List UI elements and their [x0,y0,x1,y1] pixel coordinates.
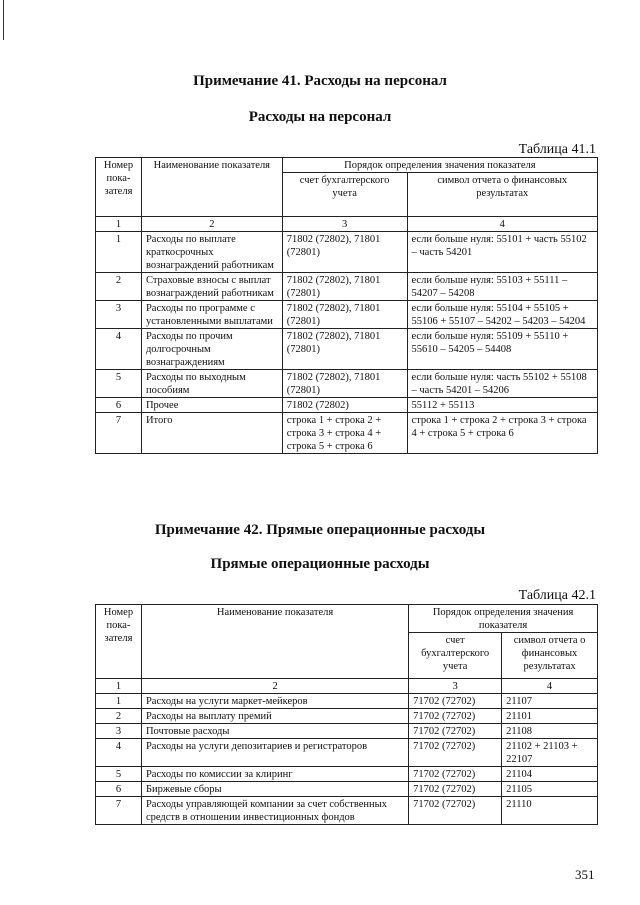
table-row [96,782,598,797]
row-symbol: 21105 [502,782,598,797]
header-account: счет бухгалтерского учета [409,633,502,679]
row-account: строка 1 + строка 2 + строка 3 + строка 4 + строка 5 + строка 6 [282,413,407,454]
row-name: Биржевые сборы [141,782,408,797]
row-num: 2 [96,709,142,724]
column-number-row [96,217,598,232]
page-edge-mark [3,0,4,40]
row-symbol: 55112 + 55113 [407,398,598,413]
colnum-cell: 4 [407,217,598,232]
row-num: 5 [96,370,142,398]
table-42 [95,604,598,825]
colnum-cell: 2 [141,679,408,694]
table-row [96,301,598,329]
row-name: Расходы по выходным пособиям [141,370,282,398]
table-row [96,694,598,709]
row-symbol: если больше нуля: 55101 + часть 55102 – часть 54201 [407,232,598,273]
row-num: 2 [96,273,142,301]
header-symbol: символ отчета о финансовых результатах [407,173,598,217]
row-symbol: 21108 [502,724,598,739]
row-account: 71802 (72802), 71801 (72801) [282,329,407,370]
row-symbol: если больше нуля: 55103 + 55111 – 54207 – 54208 [407,273,598,301]
note-42-subheading: Прямые операционные расходы [210,556,430,572]
row-account: 71802 (72802), 71801 (72801) [282,370,407,398]
row-num: 1 [96,232,142,273]
row-name: Расходы по программе с установленными выплатами [141,301,282,329]
row-name: Расходы по комиссии за клиринг [141,767,408,782]
row-name: Расходы на услуги депозитариев и регистраторов [141,739,408,767]
row-symbol: 21110 [502,797,598,825]
row-symbol: если больше нуля: часть 55102 + 55108 – часть 54201 – 54206 [407,370,598,398]
table-row [96,739,598,767]
row-account: 71802 (72802), 71801 (72801) [282,301,407,329]
table-row [96,767,598,782]
header-symbol: символ отчета о финансовых результатах [502,633,598,679]
header-order: Порядок определения значения показателя [409,605,598,633]
row-num: 6 [96,782,142,797]
colnum-cell: 3 [409,679,502,694]
row-symbol: 21101 [502,709,598,724]
table-row [96,273,598,301]
row-symbol: если больше нуля: 55109 + 55110 + 55610 – 54205 – 54408 [407,329,598,370]
table-header-row [96,158,598,173]
row-name: Почтовые расходы [141,724,408,739]
note-41-subheading: Расходы на персонал [248,109,392,125]
row-num: 3 [96,724,142,739]
row-num: 1 [96,694,142,709]
row-account: 71702 (72702) [409,724,502,739]
table-header-row [96,605,598,633]
note-41-heading: Примечание 41. Расходы на персонал [193,73,447,89]
row-account: 71802 (72802), 71801 (72801) [282,273,407,301]
colnum-cell: 2 [141,217,282,232]
row-account: 71702 (72702) [409,767,502,782]
colnum-cell: 4 [502,679,598,694]
row-name: Расходы по прочим долгосрочным вознаграждениям [141,329,282,370]
page-number: 351 [575,867,595,882]
colnum-cell: 1 [96,679,142,694]
row-name: Расходы на услуги маркет-мейкеров [141,694,408,709]
row-account: 71702 (72702) [409,797,502,825]
row-name: Расходы управляющей компании за счет собственных средств в отношении инвестиционных фондов [141,797,408,825]
row-num: 7 [96,413,142,454]
row-symbol: 21102 + 21103 + 22107 [502,739,598,767]
row-account: 71702 (72702) [409,694,502,709]
header-num: Номер пока-зателя [96,605,142,679]
row-num: 7 [96,797,142,825]
colnum-cell: 1 [96,217,142,232]
table-42-caption: Таблица 42.1 [518,588,596,603]
table-row [96,370,598,398]
row-symbol: строка 1 + строка 2 + строка 3 + строка 4 + строка 5 + строка 6 [407,413,598,454]
table-row [96,724,598,739]
row-account: 71702 (72702) [409,709,502,724]
table-row [96,709,598,724]
table-41-caption: Таблица 41.1 [518,142,596,157]
header-order: Порядок определения значения показателя [282,158,597,173]
row-account: 71702 (72702) [409,739,502,767]
row-account: 71702 (72702) [409,782,502,797]
row-num: 4 [96,739,142,767]
row-name: Расходы по выплате краткосрочных вознаграждений работникам [141,232,282,273]
column-number-row [96,679,598,694]
table-row [96,797,598,825]
row-num: 3 [96,301,142,329]
table-row [96,398,598,413]
header-num: Номер пока-зателя [96,158,142,217]
colnum-cell: 3 [282,217,407,232]
header-name: Наименование показателя [141,605,408,679]
row-num: 5 [96,767,142,782]
row-name: Расходы на выплату премий [141,709,408,724]
table-row [96,329,598,370]
row-name: Итого [141,413,282,454]
row-name: Прочее [141,398,282,413]
table-row [96,232,598,273]
row-symbol: 21104 [502,767,598,782]
header-account: счет бухгалтерского учета [282,173,407,217]
row-num: 6 [96,398,142,413]
row-symbol: 21107 [502,694,598,709]
row-account: 71802 (72802) [282,398,407,413]
note-42-heading: Примечание 42. Прямые операционные расходы [154,522,486,538]
row-num: 4 [96,329,142,370]
table-41 [95,157,598,454]
row-name: Страховые взносы с выплат вознаграждений работникам [141,273,282,301]
row-symbol: если больше нуля: 55104 + 55105 + 55106 + 55107 – 54202 – 54203 – 54204 [407,301,598,329]
header-name: Наименование показателя [141,158,282,217]
table-row [96,413,598,454]
row-account: 71802 (72802), 71801 (72801) [282,232,407,273]
